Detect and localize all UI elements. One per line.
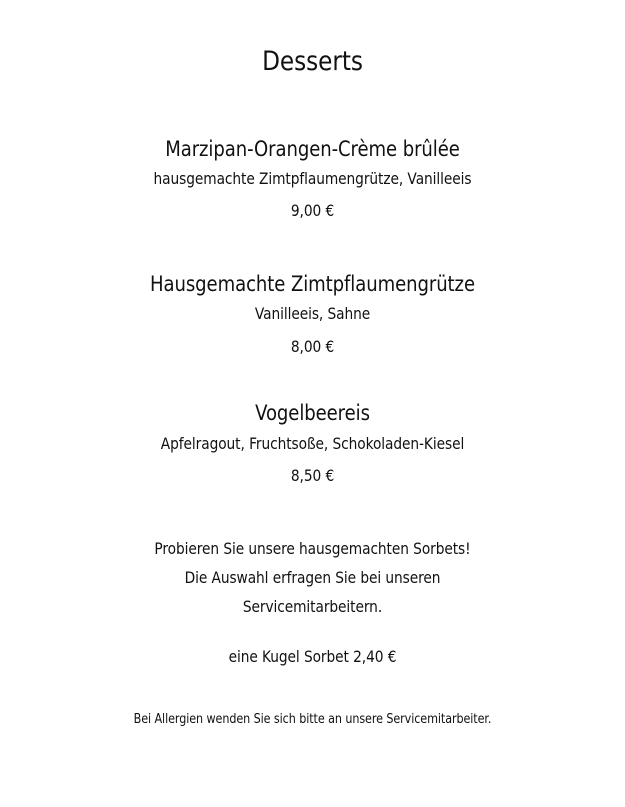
allergy-note: Bei Allergien wenden Sie sich bitte an unsere Servicemitarbeiter. xyxy=(133,712,492,727)
dish-price: 8,00 € xyxy=(290,337,335,356)
dish-price: 8,50 € xyxy=(290,466,335,485)
dish-description: Apfelragout, Fruchtsoße, Schokoladen-Kiesel xyxy=(160,434,465,453)
sorbet-note-line: Probieren Sie unsere hausgemachten Sorbets! xyxy=(154,539,471,558)
dish-price: 9,00 € xyxy=(290,201,335,220)
dish-name: Marzipan-Orangen-Crème brûlée xyxy=(165,137,460,161)
sorbet-note-line: Servicemitarbeitern. xyxy=(242,597,383,616)
page-title: Desserts xyxy=(262,46,363,77)
sorbet-price: eine Kugel Sorbet 2,40 € xyxy=(228,647,397,666)
dish-description: hausgemachte Zimtpflaumengrütze, Vanilleeis xyxy=(153,169,472,188)
dish-description: Vanilleeis, Sahne xyxy=(254,304,371,323)
dish-name: Hausgemachte Zimtpflaumengrütze xyxy=(150,272,475,296)
dish-name: Vogelbeereis xyxy=(255,401,370,425)
sorbet-note-line: Die Auswahl erfragen Sie bei unseren xyxy=(184,568,441,587)
